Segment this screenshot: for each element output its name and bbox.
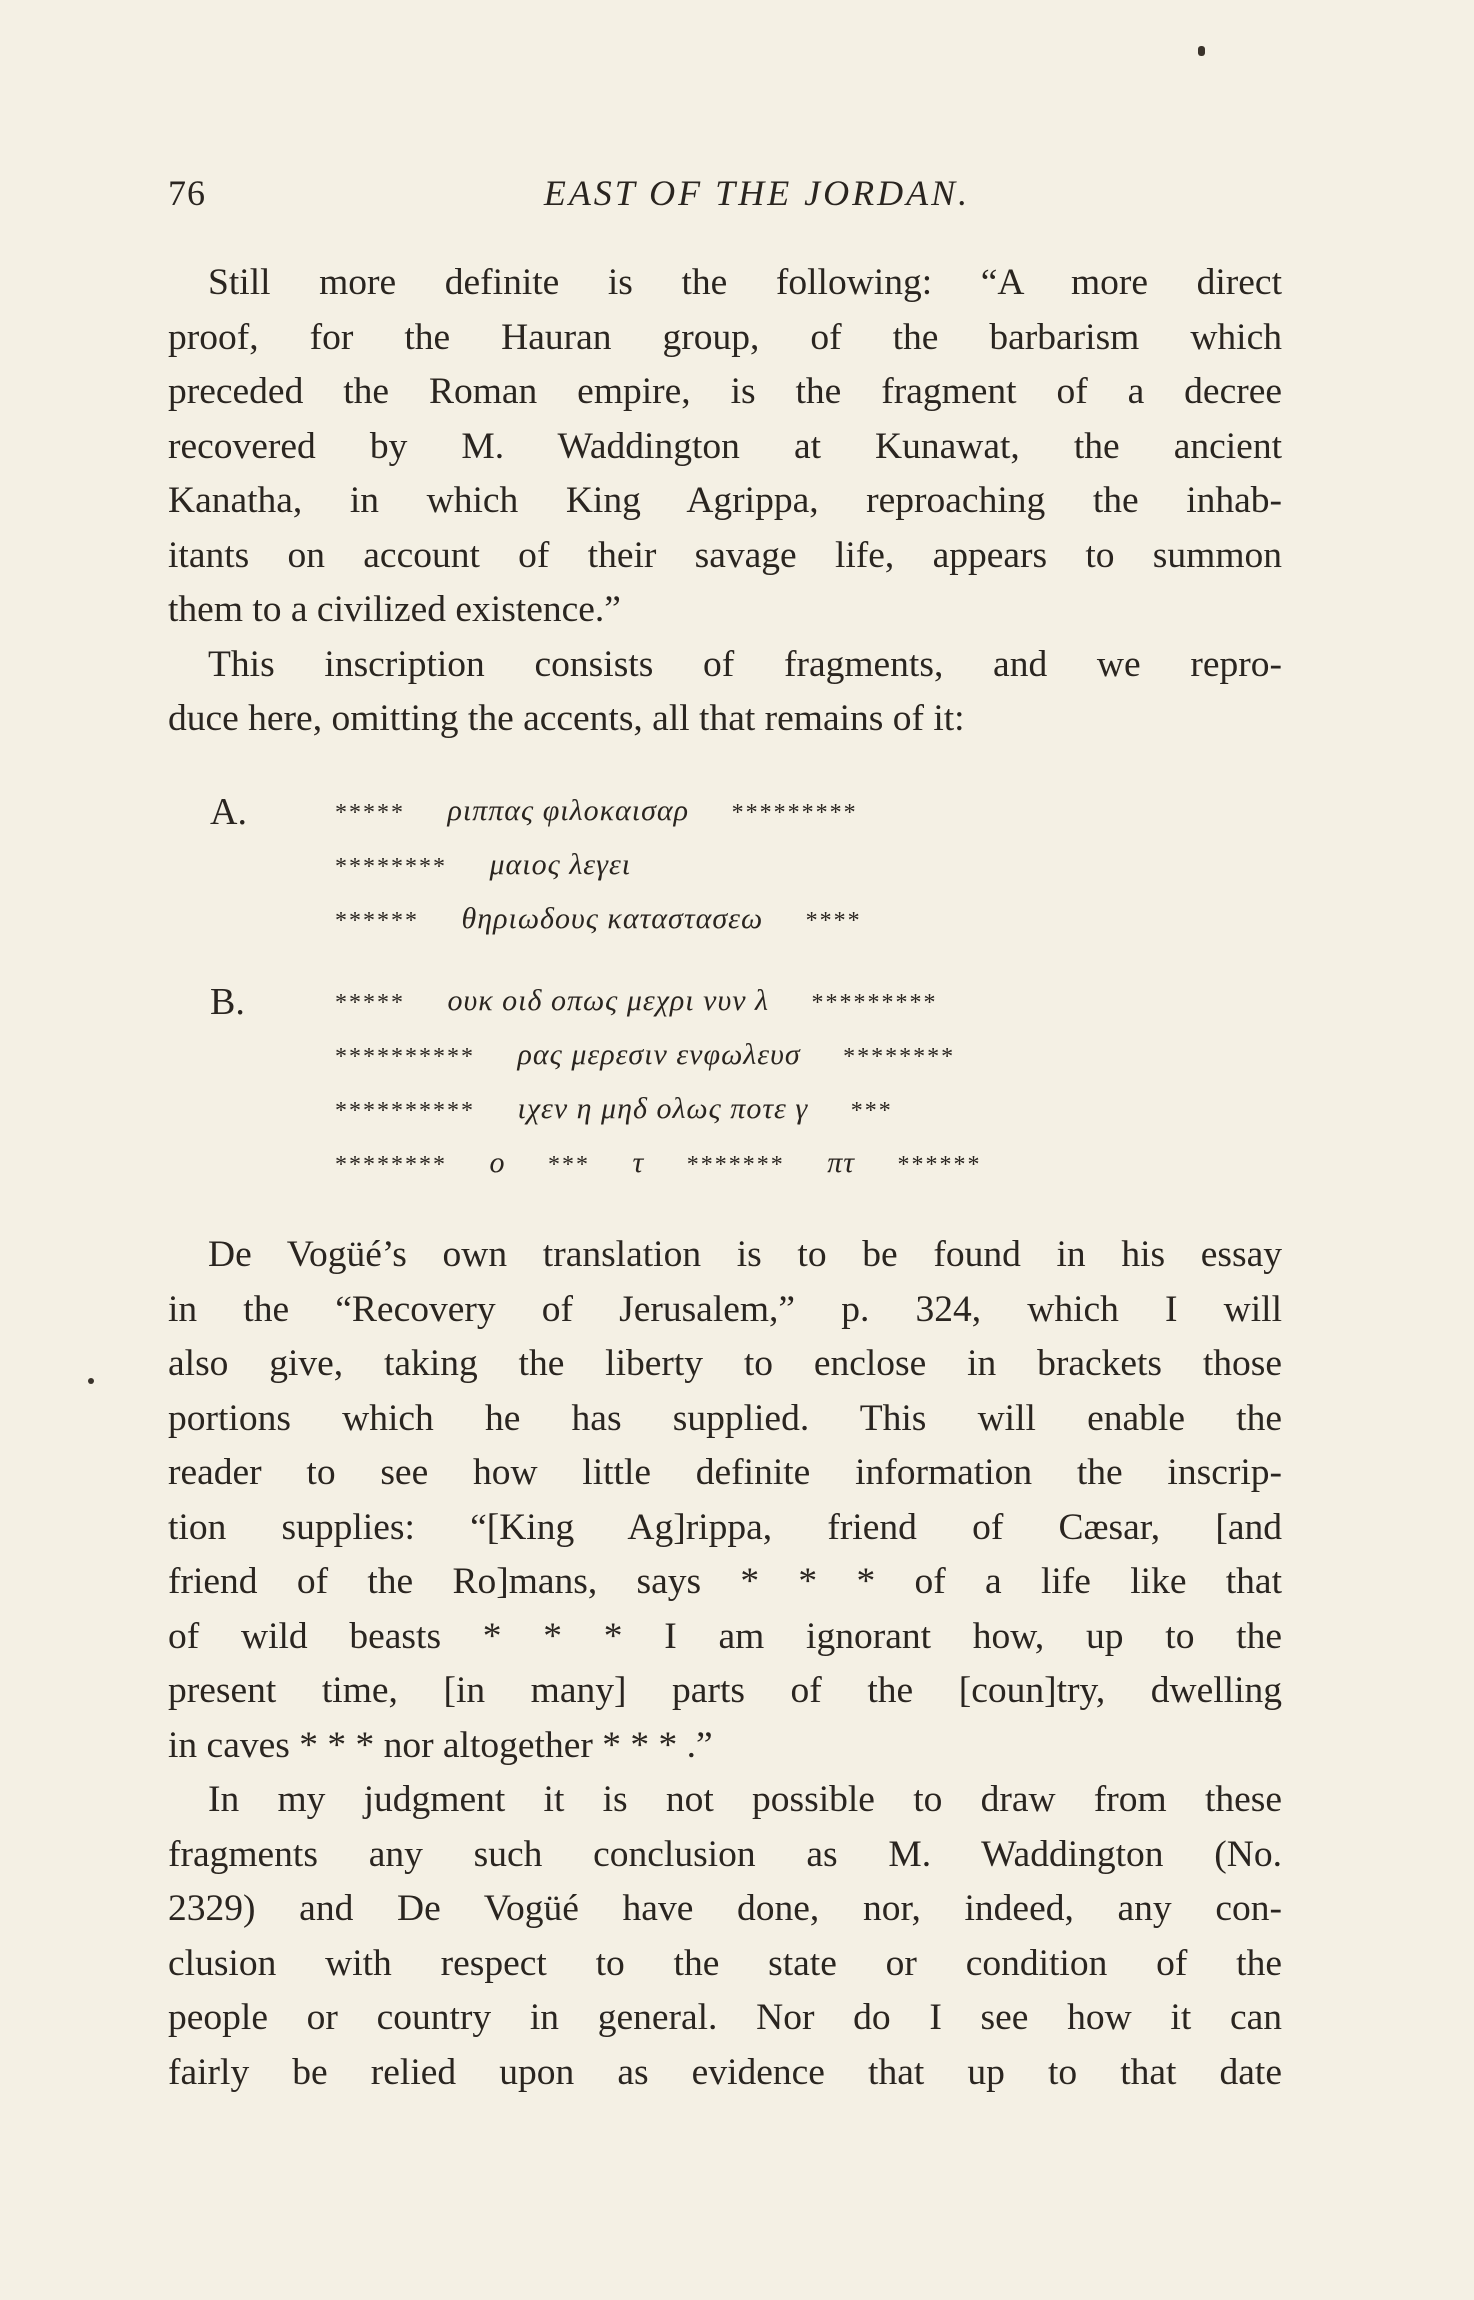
lacuna-stars: ******** bbox=[335, 854, 447, 880]
text-line: portions which he has supplied. This will enable the bbox=[168, 1397, 1282, 1439]
text-line: them to a civilized existence.” bbox=[168, 589, 621, 630]
paragraph-1 bbox=[168, 256, 1282, 638]
lacuna-stars: ********** bbox=[335, 1098, 475, 1124]
text-line: tion supplies: “[King Ag]rippa, friend of Cæsar, [and bbox=[168, 1506, 1282, 1548]
lacuna-stars: *** bbox=[548, 1152, 590, 1178]
greek-text: ιχεν η μηδ ολως ποτε γ bbox=[517, 1092, 809, 1125]
greek-text: ο bbox=[489, 1146, 506, 1179]
text-line: in caves * * * nor altogether * * * .” bbox=[168, 1724, 713, 1766]
greek-inscription bbox=[210, 790, 1210, 1179]
fragment-a-row bbox=[335, 794, 892, 834]
text-line: proof, for the Hauran group, of the barbarism which bbox=[168, 316, 1282, 358]
fragment-b-row bbox=[335, 984, 972, 1024]
text-line: De Vogüé’s own translation is to be found in his essay bbox=[208, 1234, 1282, 1275]
text-line: also give, taking the liberty to enclose in brackets those bbox=[168, 1343, 1282, 1384]
fragment-a-row bbox=[335, 848, 665, 888]
lacuna-stars: ******** bbox=[335, 1152, 447, 1178]
text-line: preceded the Roman empire, is the fragment of a decree bbox=[168, 371, 1282, 412]
text-line: fairly be relied upon as evidence that up to that date bbox=[168, 2051, 1282, 2093]
page-number: 76 bbox=[168, 173, 206, 213]
text-line: itants on account of their savage life, appears to summon bbox=[168, 534, 1282, 576]
greek-text: ουκ οιδ οπως μεχρι νυν λ bbox=[447, 984, 770, 1017]
lacuna-stars: ****** bbox=[897, 1152, 982, 1178]
text-line: This inscription consists of fragments, and we repro- bbox=[208, 643, 1282, 685]
greek-text: ριππας φιλοκαισαρ bbox=[447, 794, 690, 827]
lacuna-stars: ********* bbox=[731, 800, 858, 826]
running-title: EAST OF THE JORDAN. bbox=[543, 173, 971, 213]
lacuna-stars: ******* bbox=[686, 1152, 785, 1178]
ink-speck-margin bbox=[88, 1378, 94, 1384]
fragment-b-label: B. bbox=[210, 981, 245, 1023]
body-text bbox=[168, 1228, 1282, 2100]
greek-text: πτ bbox=[827, 1146, 856, 1179]
fragment-b-row bbox=[335, 1146, 1016, 1186]
text-line: recovered by M. Waddington at Kunawat, the ancient bbox=[168, 425, 1282, 467]
lacuna-stars: ****** bbox=[335, 908, 419, 934]
lacuna-stars: ***** bbox=[335, 990, 405, 1016]
text-line: fragments any such conclusion as M. Waddington (No. bbox=[168, 1833, 1282, 1875]
lacuna-stars: **** bbox=[805, 908, 862, 934]
ink-speck-top bbox=[1198, 46, 1205, 56]
text-line: 2329) and De Vogüé have done, nor, indeed, any con- bbox=[168, 1888, 1282, 1929]
text-line: reader to see how little definite information the inscrip- bbox=[168, 1452, 1282, 1493]
intro-text bbox=[168, 256, 1282, 747]
text-line: of wild beasts * * * I am ignorant how, up to the bbox=[168, 1615, 1282, 1657]
text-line: in the “Recovery of Jerusalem,” p. 324, which I will bbox=[168, 1288, 1282, 1330]
text-line: present time, [in many] parts of the [coun]try, dwelling bbox=[168, 1670, 1282, 1711]
greek-text: μαιος λεγει bbox=[489, 848, 632, 881]
lacuna-stars: ***** bbox=[335, 800, 405, 826]
greek-text: τ bbox=[632, 1146, 645, 1179]
paragraph-3 bbox=[168, 1228, 1282, 1773]
fragment-b-row bbox=[335, 1092, 927, 1132]
lacuna-stars: *** bbox=[850, 1098, 893, 1124]
text-line: duce here, omitting the accents, all that remains of it: bbox=[168, 698, 965, 739]
text-line: people or country in general. Nor do I see how it can bbox=[168, 1997, 1282, 2038]
fragment-b-row bbox=[335, 1038, 989, 1078]
greek-text: ρας μερεσιν ενφωλευσ bbox=[517, 1038, 801, 1071]
greek-text: θηριωδους καταστασεω bbox=[461, 902, 764, 935]
text-line: Still more definite is the following: “A more direct bbox=[208, 262, 1282, 303]
lacuna-stars: ********** bbox=[335, 1044, 475, 1070]
text-line: Kanatha, in which King Agrippa, reproaching the inhab- bbox=[168, 480, 1282, 521]
lacuna-stars: ******** bbox=[843, 1044, 956, 1070]
text-line: In my judgment it is not possible to draw from these bbox=[208, 1779, 1282, 1820]
paragraph-2 bbox=[168, 638, 1282, 747]
paragraph-4 bbox=[168, 1773, 1282, 2100]
fragment-a-label: A. bbox=[210, 791, 247, 833]
lacuna-stars: ********* bbox=[811, 990, 938, 1016]
fragment-a-row bbox=[335, 902, 896, 942]
text-line: friend of the Ro]mans, says * * * of a life like that bbox=[168, 1561, 1282, 1602]
text-line: clusion with respect to the state or condition of the bbox=[168, 1942, 1282, 1984]
